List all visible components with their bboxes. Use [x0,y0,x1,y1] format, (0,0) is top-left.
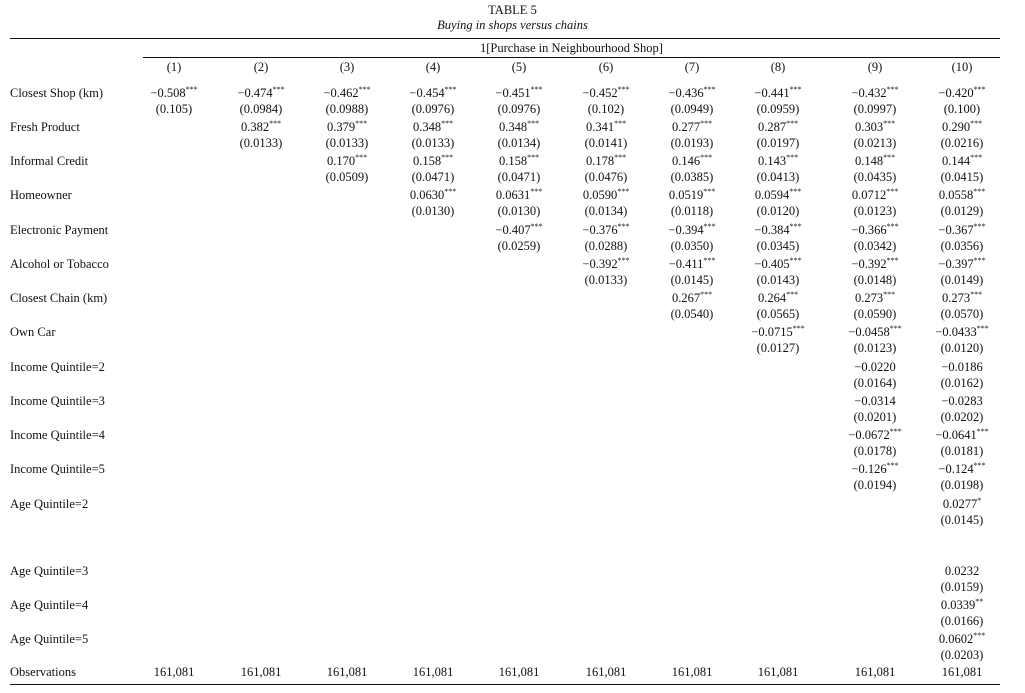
coefficient-value: −0.392 [851,257,887,271]
significance-stars: *** [355,153,368,162]
standard-error-cell: (0.0166) [940,614,984,628]
significance-stars: *** [355,119,368,128]
coefficient-value: −0.0458 [848,325,890,339]
significance-stars: *** [883,153,896,162]
significance-stars: *** [703,187,716,196]
coefficient-value: 0.287 [757,120,787,134]
column-header-7: (7) [684,60,700,74]
coefficient-cell [919,85,1005,101]
coefficient-cell [563,222,649,238]
significance-stars: *** [530,187,543,196]
coefficient-value: 0.158 [412,154,442,168]
coefficient-cell [735,85,821,101]
coefficient-cell [919,496,1005,512]
coefficient-cell [390,85,476,101]
coefficient-cell [735,153,821,169]
coefficient-cell [735,222,821,238]
observations-cell: 161,081 [854,665,896,679]
significance-stars: *** [700,119,713,128]
coefficient-cell [476,119,562,135]
significance-stars: *** [973,187,986,196]
observations-cell: 161,081 [412,665,454,679]
coefficient-cell [735,324,821,340]
coefficient-value: 0.0631 [495,188,531,202]
coefficient-cell [563,153,649,169]
significance-stars: *** [883,290,896,299]
observations-cell: 161,081 [671,665,713,679]
coefficient-cell [919,222,1005,238]
standard-error-cell: (0.0435) [853,170,897,184]
standard-error-cell: (0.0959) [756,102,800,116]
coefficient-cell [919,631,1005,647]
coefficient-value: 0.290 [941,120,971,134]
coefficient-cell [832,359,918,375]
coefficient-value: −0.508 [150,86,186,100]
coefficient-cell [390,153,476,169]
significance-stars: *** [973,85,986,94]
significance-stars: *** [973,256,986,265]
standard-error-cell: (0.0976) [497,102,541,116]
standard-error-cell: (0.0123) [853,204,897,218]
coefficient-cell [919,461,1005,477]
significance-stars: *** [786,290,799,299]
standard-error-cell: (0.0201) [853,410,897,424]
dependent-variable-header: 1[Purchase in Neighbourhood Shop] [480,41,663,55]
standard-error-cell: (0.0288) [584,239,628,253]
coefficient-cell [832,256,918,272]
standard-error-cell: (0.0350) [670,239,714,253]
coefficient-cell [919,187,1005,203]
coefficient-cell [919,427,1005,443]
coefficient-cell [304,119,390,135]
row-label: Income Quintile=2 [10,360,105,374]
coefficient-value: −0.454 [409,86,445,100]
standard-error-cell: (0.0342) [853,239,897,253]
standard-error-cell: (0.0134) [497,136,541,150]
coefficient-value: −0.394 [668,223,704,237]
row-label: Homeowner [10,188,72,202]
coefficient-cell [476,187,562,203]
coefficient-cell [476,153,562,169]
coefficient-value: 0.0602 [938,632,974,646]
standard-error-cell: (0.0216) [940,136,984,150]
significance-stars: *** [789,187,802,196]
standard-error-cell: (0.0120) [940,341,984,355]
standard-error-cell: (0.0197) [756,136,800,150]
significance-stars: *** [886,256,899,265]
significance-stars: *** [703,85,716,94]
row-label: Age Quintile=4 [10,598,89,612]
coefficient-value: −0.407 [495,223,531,237]
coefficient-cell [832,461,918,477]
coefficient-cell [735,256,821,272]
coefficient-value: 0.0594 [754,188,790,202]
column-header-2: (2) [253,60,269,74]
coefficient-value: 0.158 [498,154,528,168]
standard-error-cell: (0.0976) [411,102,455,116]
column-header-3: (3) [339,60,355,74]
coefficient-value: −0.367 [938,223,974,237]
significance-stars: *** [530,85,543,94]
significance-stars: *** [444,187,457,196]
observations-cell: 161,081 [240,665,282,679]
coefficient-cell [476,222,562,238]
standard-error-cell: (0.0194) [853,478,897,492]
significance-stars: *** [973,461,986,470]
coefficient-cell [919,324,1005,340]
standard-error-cell: (0.0178) [853,444,897,458]
coefficient-cell [919,597,1005,613]
standard-error-cell: (0.0345) [756,239,800,253]
coefficient-value: −0.0314 [854,394,896,408]
significance-stars: *** [889,324,902,333]
coefficient-cell [649,85,735,101]
coefficient-cell [832,119,918,135]
coefficient-value: −0.474 [237,86,273,100]
coefficient-cell [919,563,1005,579]
significance-stars: *** [976,324,989,333]
significance-stars: *** [886,222,899,231]
standard-error-cell: (0.0565) [756,307,800,321]
significance-stars: *** [970,119,983,128]
coefficient-cell [832,187,918,203]
coefficient-value: −0.397 [938,257,974,271]
standard-error-cell: (0.0997) [853,102,897,116]
coefficient-value: 0.0339 [940,598,976,612]
coefficient-value: 0.0232 [944,564,980,578]
standard-error-cell: (0.0988) [325,102,369,116]
significance-stars: *** [886,85,899,94]
standard-error-cell: (0.0949) [670,102,714,116]
coefficient-value: 0.303 [854,120,884,134]
coefficient-cell [649,119,735,135]
coefficient-value: 0.143 [757,154,787,168]
coefficient-cell [563,119,649,135]
significance-stars: *** [792,324,805,333]
significance-stars: *** [786,153,799,162]
standard-error-cell: (0.0159) [940,580,984,594]
column-header-1: (1) [166,60,182,74]
coefficient-cell [832,324,918,340]
coefficient-cell [476,85,562,101]
coefficient-value: 0.144 [941,154,971,168]
coefficient-cell [649,256,735,272]
standard-error-cell: (0.0471) [411,170,455,184]
coefficient-value: −0.0283 [941,394,983,408]
coefficient-value: −0.0433 [935,325,977,339]
standard-error-cell: (0.0123) [853,341,897,355]
coefficient-value: 0.348 [412,120,442,134]
standard-error-cell: (0.0198) [940,478,984,492]
coefficient-cell [735,187,821,203]
coefficient-value: −0.420 [938,86,974,100]
coefficient-value: 0.348 [498,120,528,134]
significance-stars: *** [527,119,540,128]
significance-stars: *** [970,290,983,299]
significance-stars: *** [444,85,457,94]
significance-stars: *** [617,85,630,94]
coefficient-value: 0.267 [671,291,701,305]
standard-error-cell: (0.0133) [411,136,455,150]
standard-error-cell: (0.0118) [670,204,714,218]
coefficient-value: −0.376 [582,223,618,237]
standard-error-cell: (0.0148) [853,273,897,287]
standard-error-cell: (0.0127) [756,341,800,355]
significance-stars: * [977,496,982,505]
observations-cell: 161,081 [757,665,799,679]
standard-error-cell: (0.0129) [940,204,984,218]
standard-error-cell: (0.0141) [584,136,628,150]
significance-stars: *** [617,187,630,196]
significance-stars: *** [614,119,627,128]
standard-error-cell: (0.102) [587,102,625,116]
standard-error-cell: (0.0984) [239,102,283,116]
standard-error-cell: (0.0415) [940,170,984,184]
standard-error-cell: (0.0120) [756,204,800,218]
coefficient-value: −0.0220 [854,360,896,374]
coefficient-value: 0.148 [854,154,884,168]
coefficient-value: −0.384 [754,223,790,237]
standard-error-cell: (0.0134) [584,204,628,218]
coefficient-value: 0.0630 [409,188,445,202]
column-header-9: (9) [867,60,883,74]
standard-error-cell: (0.0145) [670,273,714,287]
coefficient-cell [832,153,918,169]
significance-stars: *** [976,427,989,436]
coefficient-value: 0.0558 [938,188,974,202]
standard-error-cell: (0.0133) [239,136,283,150]
coefficient-value: 0.146 [671,154,701,168]
coefficient-value: −0.0715 [751,325,793,339]
coefficient-value: −0.462 [323,86,359,100]
coefficient-cell [919,153,1005,169]
standard-error-cell: (0.0413) [756,170,800,184]
standard-error-cell: (0.0162) [940,376,984,390]
row-label: Closest Shop (km) [10,86,104,100]
coefficient-value: −0.411 [668,257,704,271]
row-label: Income Quintile=5 [10,462,105,476]
coefficient-value: 0.170 [326,154,356,168]
coefficient-cell [649,153,735,169]
standard-error-cell: (0.0570) [940,307,984,321]
row-label: Own Car [10,325,56,339]
coefficient-cell [735,119,821,135]
observations-cell: 161,081 [941,665,983,679]
coefficient-value: 0.379 [326,120,356,134]
column-header-5: (5) [511,60,527,74]
standard-error-cell: (0.0259) [497,239,541,253]
coefficient-cell [304,153,390,169]
row-label: Electronic Payment [10,223,109,237]
coefficient-cell [649,187,735,203]
coefficient-value: −0.0186 [941,360,983,374]
coefficient-value: −0.432 [851,86,887,100]
coefficient-value: −0.0672 [848,428,890,442]
row-label: Age Quintile=5 [10,632,89,646]
row-label: Closest Chain (km) [10,291,108,305]
standard-error-cell: (0.0509) [325,170,369,184]
standard-error-cell: (0.0356) [940,239,984,253]
coefficient-cell [832,222,918,238]
significance-stars: *** [789,256,802,265]
row-label: Age Quintile=2 [10,497,89,511]
significance-stars: *** [973,222,986,231]
coefficient-cell [832,393,918,409]
significance-stars: ** [975,597,984,606]
significance-stars: *** [530,222,543,231]
row-label: Income Quintile=4 [10,428,105,442]
significance-stars: *** [527,153,540,162]
coefficient-cell [919,119,1005,135]
coefficient-value: 0.341 [585,120,615,134]
coefficient-value: −0.366 [851,223,887,237]
significance-stars: *** [973,631,986,640]
top-rule [10,38,1000,39]
coefficient-value: −0.392 [582,257,618,271]
coefficient-value: −0.436 [668,86,704,100]
row-label-observations: Observations [10,665,76,679]
table-subtitle: Buying in shops versus chains [437,18,588,32]
coefficient-cell [832,427,918,443]
coefficient-value: 0.273 [941,291,971,305]
significance-stars: *** [700,290,713,299]
significance-stars: *** [185,85,198,94]
significance-stars: *** [889,427,902,436]
standard-error-cell: (0.0130) [411,204,455,218]
coefficient-cell [304,85,390,101]
coefficient-cell [919,393,1005,409]
coefficient-value: −0.451 [495,86,531,100]
standard-error-cell: (0.0213) [853,136,897,150]
observations-cell: 161,081 [326,665,368,679]
observations-cell: 161,081 [153,665,195,679]
coefficient-value: 0.178 [585,154,615,168]
significance-stars: *** [886,461,899,470]
standard-error-cell: (0.0471) [497,170,541,184]
row-label: Fresh Product [10,120,80,134]
table-title: TABLE 5 [488,3,537,17]
significance-stars: *** [617,256,630,265]
significance-stars: *** [358,85,371,94]
row-label: Alcohol or Tobacco [10,257,109,271]
significance-stars: *** [703,222,716,231]
significance-stars: *** [970,153,983,162]
coefficient-value: 0.273 [854,291,884,305]
coefficient-cell [649,290,735,306]
coefficient-cell [919,290,1005,306]
standard-error-cell: (0.0193) [670,136,714,150]
significance-stars: *** [789,222,802,231]
coefficient-value: 0.0519 [668,188,704,202]
standard-error-cell: (0.105) [155,102,193,116]
coefficient-cell [563,85,649,101]
coefficient-cell [649,222,735,238]
standard-error-cell: (0.0203) [940,648,984,662]
coefficient-value: 0.264 [757,291,787,305]
standard-error-cell: (0.0181) [940,444,984,458]
standard-error-cell: (0.0133) [584,273,628,287]
coefficient-value: −0.0641 [935,428,977,442]
coefficient-cell [131,85,217,101]
coefficient-cell [390,187,476,203]
coefficient-cell [218,119,304,135]
coefficient-value: −0.124 [938,462,974,476]
standard-error-cell: (0.0385) [670,170,714,184]
significance-stars: *** [269,119,282,128]
coefficient-cell [919,256,1005,272]
standard-error-cell: (0.0540) [670,307,714,321]
significance-stars: *** [786,119,799,128]
coefficient-cell [832,290,918,306]
standard-error-cell: (0.100) [943,102,981,116]
column-header-10: (10) [951,60,973,74]
row-label: Age Quintile=3 [10,564,89,578]
significance-stars: *** [789,85,802,94]
standard-error-cell: (0.0143) [756,273,800,287]
coefficient-cell [832,85,918,101]
coefficient-value: −0.441 [754,86,790,100]
column-header-6: (6) [598,60,614,74]
standard-error-cell: (0.0476) [584,170,628,184]
coefficient-value: 0.0712 [851,188,887,202]
coefficient-cell [563,256,649,272]
coefficient-value: 0.382 [240,120,270,134]
significance-stars: *** [617,222,630,231]
coefficient-value: −0.405 [754,257,790,271]
standard-error-cell: (0.0149) [940,273,984,287]
significance-stars: *** [441,153,454,162]
row-label: Informal Credit [10,154,89,168]
significance-stars: *** [441,119,454,128]
observations-cell: 161,081 [585,665,627,679]
column-header-8: (8) [770,60,786,74]
standard-error-cell: (0.0202) [940,410,984,424]
significance-stars: *** [703,256,716,265]
observations-cell: 161,081 [498,665,540,679]
coefficient-value: 0.0277 [942,497,978,511]
standard-error-cell: (0.0590) [853,307,897,321]
coefficient-value: 0.0590 [582,188,618,202]
coefficient-cell [390,119,476,135]
coefficient-cell [735,290,821,306]
coefficient-cell [218,85,304,101]
coefficient-cell [919,359,1005,375]
significance-stars: *** [886,187,899,196]
coefficient-cell [563,187,649,203]
bottom-rule [10,684,1000,685]
standard-error-cell: (0.0130) [497,204,541,218]
coefficient-value: −0.452 [582,86,618,100]
coefficient-value: 0.277 [671,120,701,134]
standard-error-cell: (0.0164) [853,376,897,390]
column-header-4: (4) [425,60,441,74]
significance-stars: *** [700,153,713,162]
significance-stars: *** [883,119,896,128]
group-header-rule [143,57,1000,58]
coefficient-value: −0.126 [851,462,887,476]
row-label: Income Quintile=3 [10,394,105,408]
significance-stars: *** [614,153,627,162]
standard-error-cell: (0.0145) [940,513,984,527]
significance-stars: *** [272,85,285,94]
standard-error-cell: (0.0133) [325,136,369,150]
